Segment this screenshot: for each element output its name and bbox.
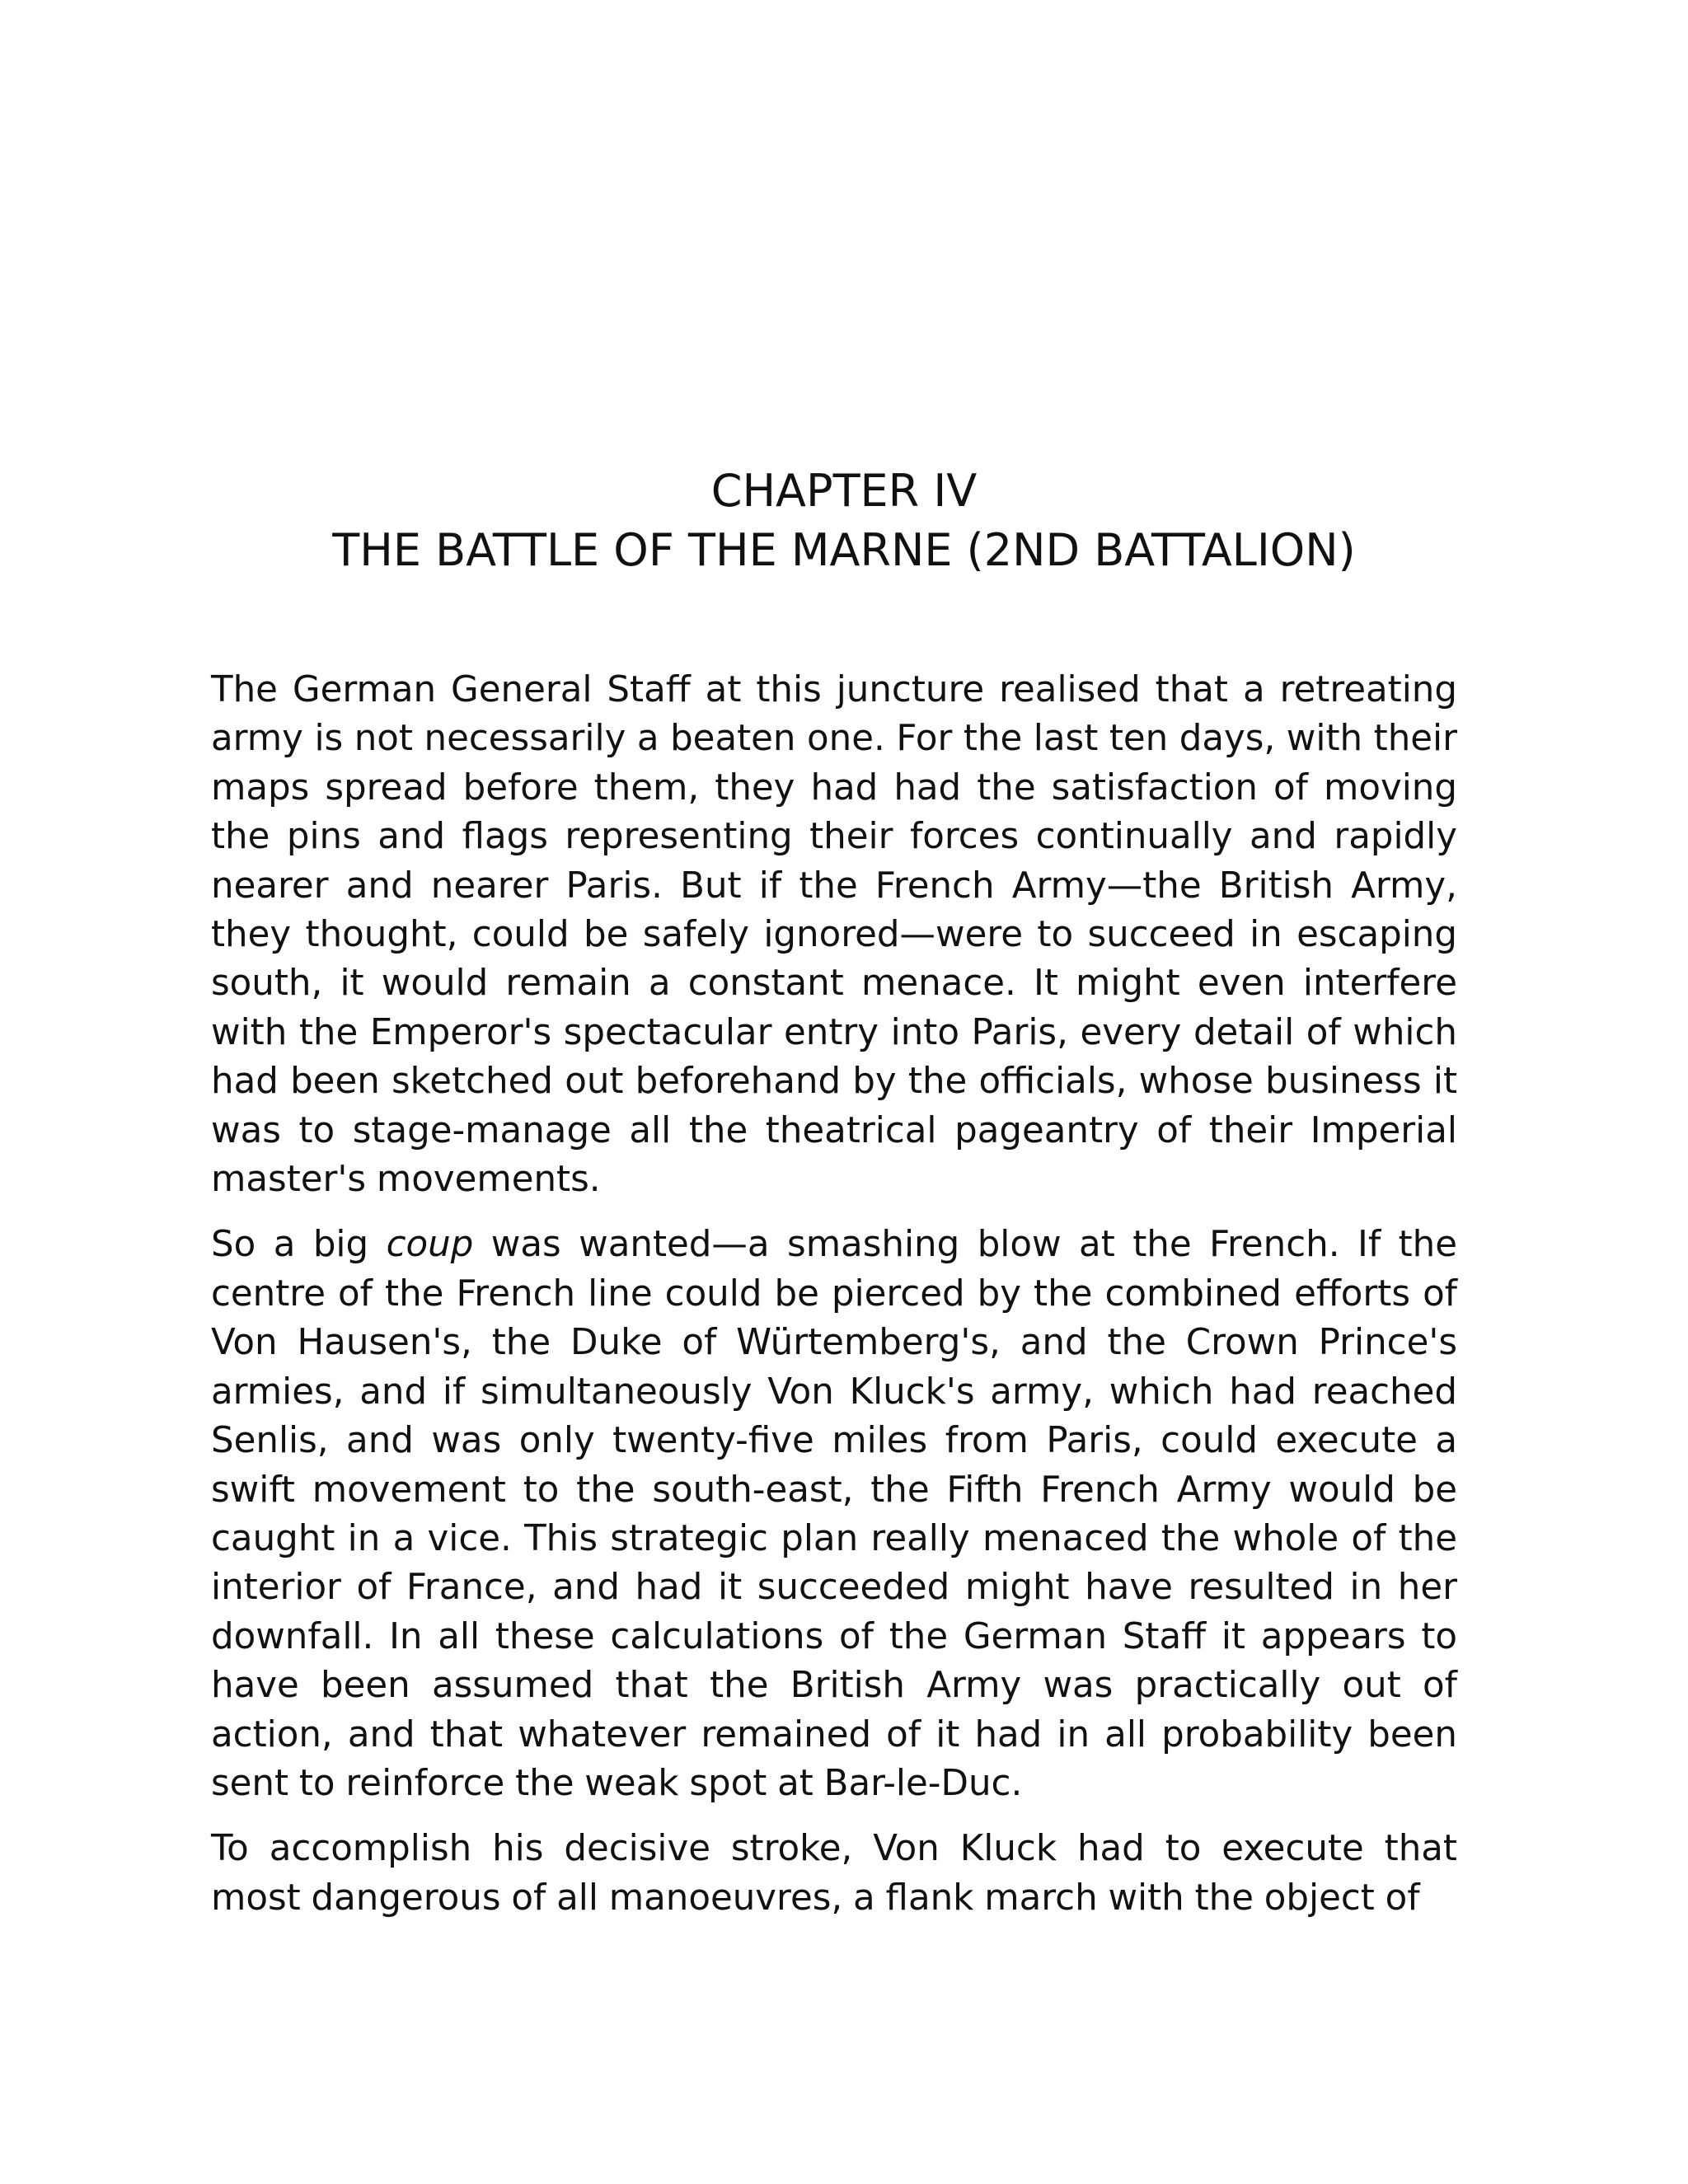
paragraph-3: To accomplish his decisive stroke, Von Kluck had to execute that most dangerous of all manoeuvres, a flank march with the object of [211, 1828, 1457, 1919]
chapter-number: CHAPTER IV [710, 465, 978, 517]
chapter-title: THE BATTLE OF THE MARNE (2ND BATTALION) [332, 524, 1356, 576]
chapter-heading [0, 462, 1688, 580]
paragraph-1: The German General Staff at this juncture realised that a retreating army is not necessarily a beaten one. For the last ten days, with their maps spread before them, they had had the satisfaction of moving the pins and flags representing their forces continually and rapidly nearer and nearer Paris. But if the French Army—the British Army, they thought, could be safely ignored—were to succeed in escaping south, it would remain a constant menace. It might even interfere with the Emperor's spectacular entry into Paris, every detail of which had been sketched out beforehand by the officials, whose business it was to stage-manage all the theatrical pageantry of their Imperial master's movements. [211, 669, 1457, 1201]
paragraph-2-rest: was wanted—a smashing blow at the French. If the centre of the French line could be pierced by the combined efforts of Von Hausen's, the Duke of Würtemberg's, and the Crown Prince's armies, and if simultaneously Von Kluck's army, which had reached Senlis, and was only twenty-five miles from Paris, could execute a swift movement to the south-east, the Fifth French Army would be caught in a vice. This strategic plan really menaced the whole of the interior of France, and had it succeeded might have resulted in her downfall. In all these calculations of the German Staff it appears to have been assumed that the British Army was practically out of action, and that whatever remained of it had in all probability been sent to reinforce the weak spot at Bar-le-Duc. [211, 1224, 1457, 1804]
paragraph-2 [211, 1221, 1457, 1808]
italic-word-coup: coup [386, 1224, 474, 1266]
paragraph-2-start: So a big [211, 1224, 387, 1266]
chapter-body [211, 666, 1457, 1939]
